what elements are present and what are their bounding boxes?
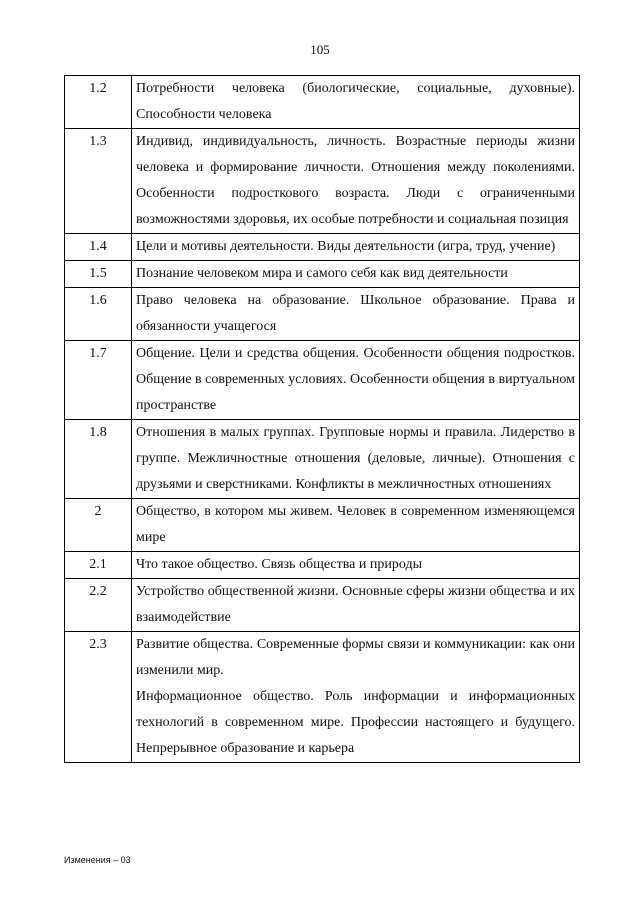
row-number: 2 (65, 499, 132, 552)
row-text-paragraph: Право человека на образование. Школьное образование. Права и обязанности учащегося (136, 293, 575, 334)
row-text (132, 552, 580, 579)
row-text (132, 288, 580, 341)
row-text-paragraph: Отношения в малых группах. Групповые нормы и правила. Лидерство в группе. Межличностные отношения (деловые, личные). Отношения с друзьями и сверстниками. Конфликты в межличностных отношениях (136, 425, 575, 492)
row-text (132, 499, 580, 552)
table-row (65, 76, 580, 129)
row-text (132, 341, 580, 420)
row-text-paragraph: Индивид, индивидуальность, личность. Возрастные периоды жизни человека и формирование личности. Отношения между поколениями. Особенности подросткового возраста. Люди с ограниченными возможностями здоровья, их особые потребности и социальная позиция (136, 134, 575, 227)
row-text-paragraph: Общение. Цели и средства общения. Особенности общения подростков. Общение в современных условиях. Особенности общения в виртуальном пространстве (136, 346, 575, 413)
row-text-paragraph: Познание человеком мира и самого себя как вид деятельности (136, 266, 508, 281)
row-number: 2.1 (65, 552, 132, 579)
row-text (132, 234, 580, 261)
row-text (132, 632, 580, 763)
table-row (65, 288, 580, 341)
row-text-paragraph: Что такое общество. Связь общества и природы (136, 557, 422, 572)
row-text (132, 261, 580, 288)
row-number: 1.2 (65, 76, 132, 129)
row-text-paragraph: Развитие общества. Современные формы связи и коммуникации: как они изменили мир. (136, 637, 575, 678)
table-row (65, 552, 580, 579)
row-number: 1.4 (65, 234, 132, 261)
row-number: 1.8 (65, 420, 132, 499)
row-text-paragraph: Цели и мотивы деятельности. Виды деятельности (игра, труд, учение) (136, 239, 556, 254)
row-text (132, 420, 580, 499)
table-row (65, 129, 580, 234)
table-row (65, 499, 580, 552)
row-number: 1.3 (65, 129, 132, 234)
row-number: 2.3 (65, 632, 132, 763)
row-text-paragraph: Общество, в котором мы живем. Человек в современном изменяющемся мире (136, 504, 575, 545)
row-number: 2.2 (65, 579, 132, 632)
table-row (65, 234, 580, 261)
footer-revision: Изменения – 03 (64, 855, 131, 865)
topics-table-body (65, 76, 580, 763)
row-text (132, 579, 580, 632)
row-number: 1.7 (65, 341, 132, 420)
table-row (65, 632, 580, 763)
page-number: 105 (310, 42, 330, 57)
topics-table (64, 75, 580, 763)
table-row (65, 341, 580, 420)
row-text-paragraph: Информационное общество. Роль информации и информационных технологий в современном мире. Профессии настоящего и будущего. Непрерывное образование и карьера (136, 689, 575, 756)
row-text-paragraph: Потребности человека (биологические, социальные, духовные). Способности человека (136, 81, 575, 122)
row-text (132, 76, 580, 129)
row-text (132, 129, 580, 234)
table-row (65, 579, 580, 632)
table-row (65, 420, 580, 499)
row-number: 1.5 (65, 261, 132, 288)
row-text-paragraph: Устройство общественной жизни. Основные сферы жизни общества и их взаимодействие (136, 584, 575, 625)
row-number: 1.6 (65, 288, 132, 341)
table-row (65, 261, 580, 288)
